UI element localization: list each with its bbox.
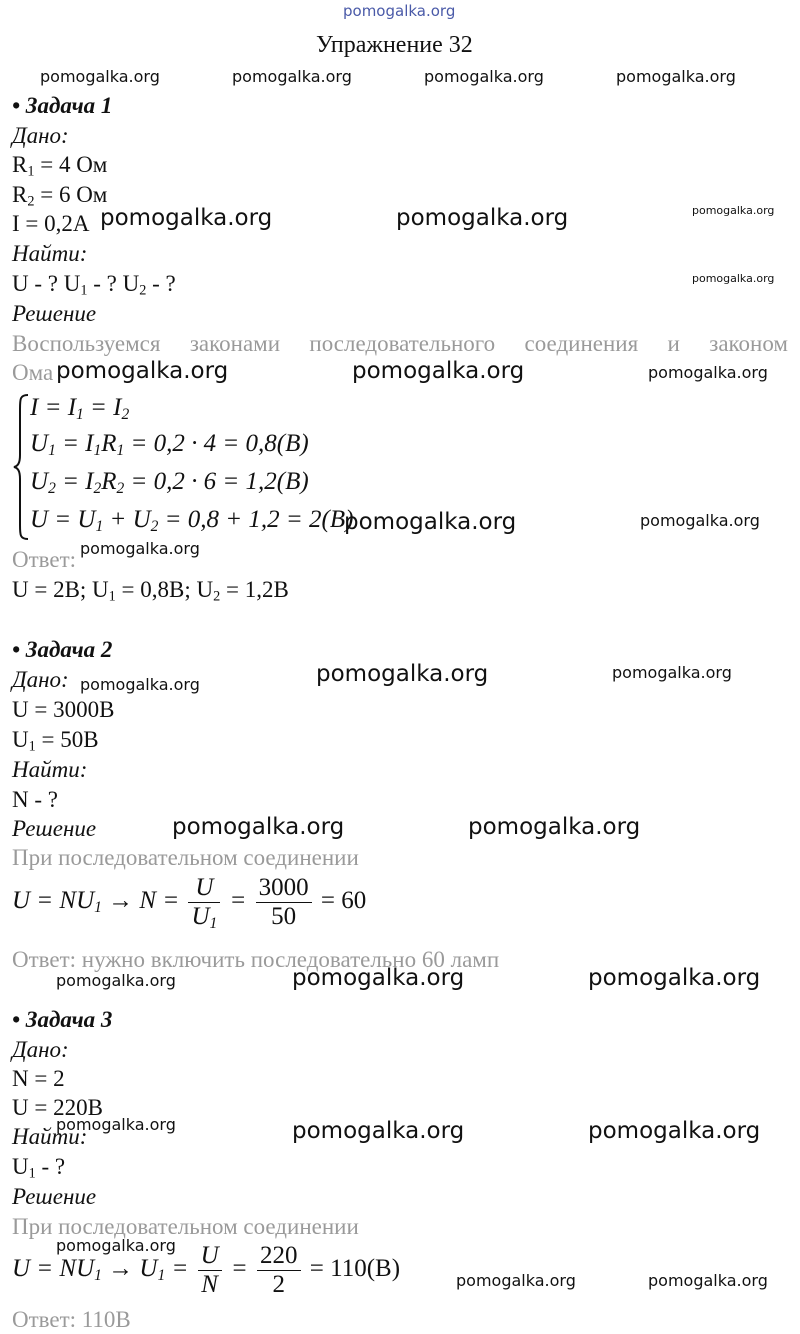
task2-u: U = 3000В (12, 697, 115, 722)
system-eq-4: $U = U_1 + U_2 = 0,8 + 1,2 = 2(B)$ (30, 506, 354, 535)
task3-text: При последовательном соединении (12, 1214, 359, 1239)
task2-heading: • Задача 2 (12, 637, 113, 662)
watermark: pomogalka.org (344, 509, 517, 535)
watermark: pomogalka.org (692, 204, 775, 217)
task1-solution-label: Решение (12, 301, 97, 326)
task3-solution-label: Решение (12, 1184, 97, 1209)
watermark: pomogalka.org (100, 205, 273, 231)
task3-u: U = 220В (12, 1095, 103, 1120)
watermark: pomogalka.org (616, 67, 736, 86)
watermark: pomogalka.org (80, 539, 200, 558)
task2-find: N - ? (12, 787, 58, 812)
task2-u1: $U_1 = 50В$ (12, 727, 99, 755)
task1-current: I = 0,2А (12, 211, 90, 236)
watermark: pomogalka.org (648, 1271, 768, 1290)
page-title: Упражнение 32 (316, 32, 473, 58)
watermark: pomogalka.org (424, 67, 544, 86)
watermark: pomogalka.org (172, 814, 345, 840)
task3-find-label: Найти: (12, 1124, 88, 1149)
task1-heading: • Задача 1 (12, 93, 113, 118)
watermark: pomogalka.org (588, 1118, 761, 1144)
watermark: pomogalka.org (40, 67, 160, 86)
task3-given-label: Дано: (12, 1037, 69, 1062)
task2-answer: Ответ: нужно включить последовательно 60 ламп (12, 947, 500, 972)
watermark: pomogalka.org (468, 814, 641, 840)
watermark: pomogalka.org (232, 67, 352, 86)
task1-given-label: Дано: (12, 123, 69, 148)
task2-given-label: Дано: (12, 667, 69, 692)
task3-heading: • Задача 3 (12, 1007, 113, 1032)
task3-find: $U_1$ - ? (12, 1154, 66, 1182)
watermark: pomogalka.org (352, 358, 525, 384)
task3-formula: $U = NU_1 \to U_1$ = $\frac{U}{N}$ = $\frac{220}{2}$ = 110(B) (12, 1242, 401, 1298)
watermark: pomogalka.org (316, 661, 489, 687)
task3-answer: Ответ: 110В (12, 1307, 131, 1332)
system-eq-3: $U_2 = I_2R_2 = 0,2 \cdot 6 = 1,2(B)$ (30, 468, 309, 497)
task1-text-2: Ома (12, 360, 54, 385)
fraction: $\frac{3000}{50}$ (256, 874, 312, 931)
task2-text: При последовательном соединении (12, 845, 359, 870)
watermark: pomogalka.org (588, 965, 761, 991)
watermark: pomogalka.org (396, 205, 569, 231)
task3-n: N = 2 (12, 1066, 65, 1091)
site-link[interactable]: pomogalka.org (343, 2, 456, 20)
system-brace (12, 393, 30, 541)
watermark: pomogalka.org (692, 272, 775, 285)
fraction: $\frac{220}{2}$ (257, 1242, 301, 1299)
task1-find: U - ? $U_1$ - ? $U_2$ - ? (12, 271, 176, 299)
watermark: pomogalka.org (56, 1115, 176, 1134)
watermark: pomogalka.org (612, 663, 732, 682)
watermark: pomogalka.org (56, 358, 229, 384)
watermark: pomogalka.org (56, 1236, 176, 1255)
watermark: pomogalka.org (80, 675, 200, 694)
watermark: pomogalka.org (640, 511, 760, 530)
fraction: $\frac{U}{N}$ (198, 1242, 222, 1299)
task1-r1: $R_1 = 4$ Ом (12, 152, 108, 180)
watermark: pomogalka.org (56, 971, 176, 990)
task2-formula: $U = NU_1 \to N$ = $\frac{U}{U_1}$ = $\frac{3000}{50}$ = 60 (12, 874, 367, 932)
watermark: pomogalka.org (292, 965, 465, 991)
watermark: pomogalka.org (456, 1271, 576, 1290)
task2-find-label: Найти: (12, 757, 88, 782)
system-eq-2: $U_1 = I_1R_1 = 0,2 \cdot 4 = 0,8(B)$ (30, 430, 309, 459)
watermark: pomogalka.org (648, 363, 768, 382)
task1-find-label: Найти: (12, 241, 88, 266)
task1-r2: $R_2 = 6$ Ом (12, 182, 108, 210)
watermark: pomogalka.org (292, 1118, 465, 1144)
task1-text-1: Воспользуемся законами последовательного соединения и законом (12, 331, 788, 356)
task2-solution-label: Решение (12, 816, 97, 841)
system-eq-1: $I = I_1 = I_2$ (30, 394, 130, 423)
fraction: $\frac{U}{U_1}$ (188, 874, 220, 931)
task1-answer-label: Ответ: (12, 547, 77, 572)
task1-answer: U = 2В; $U_1 = 0,8В$; $U_2 = 1,2В$ (12, 577, 289, 605)
